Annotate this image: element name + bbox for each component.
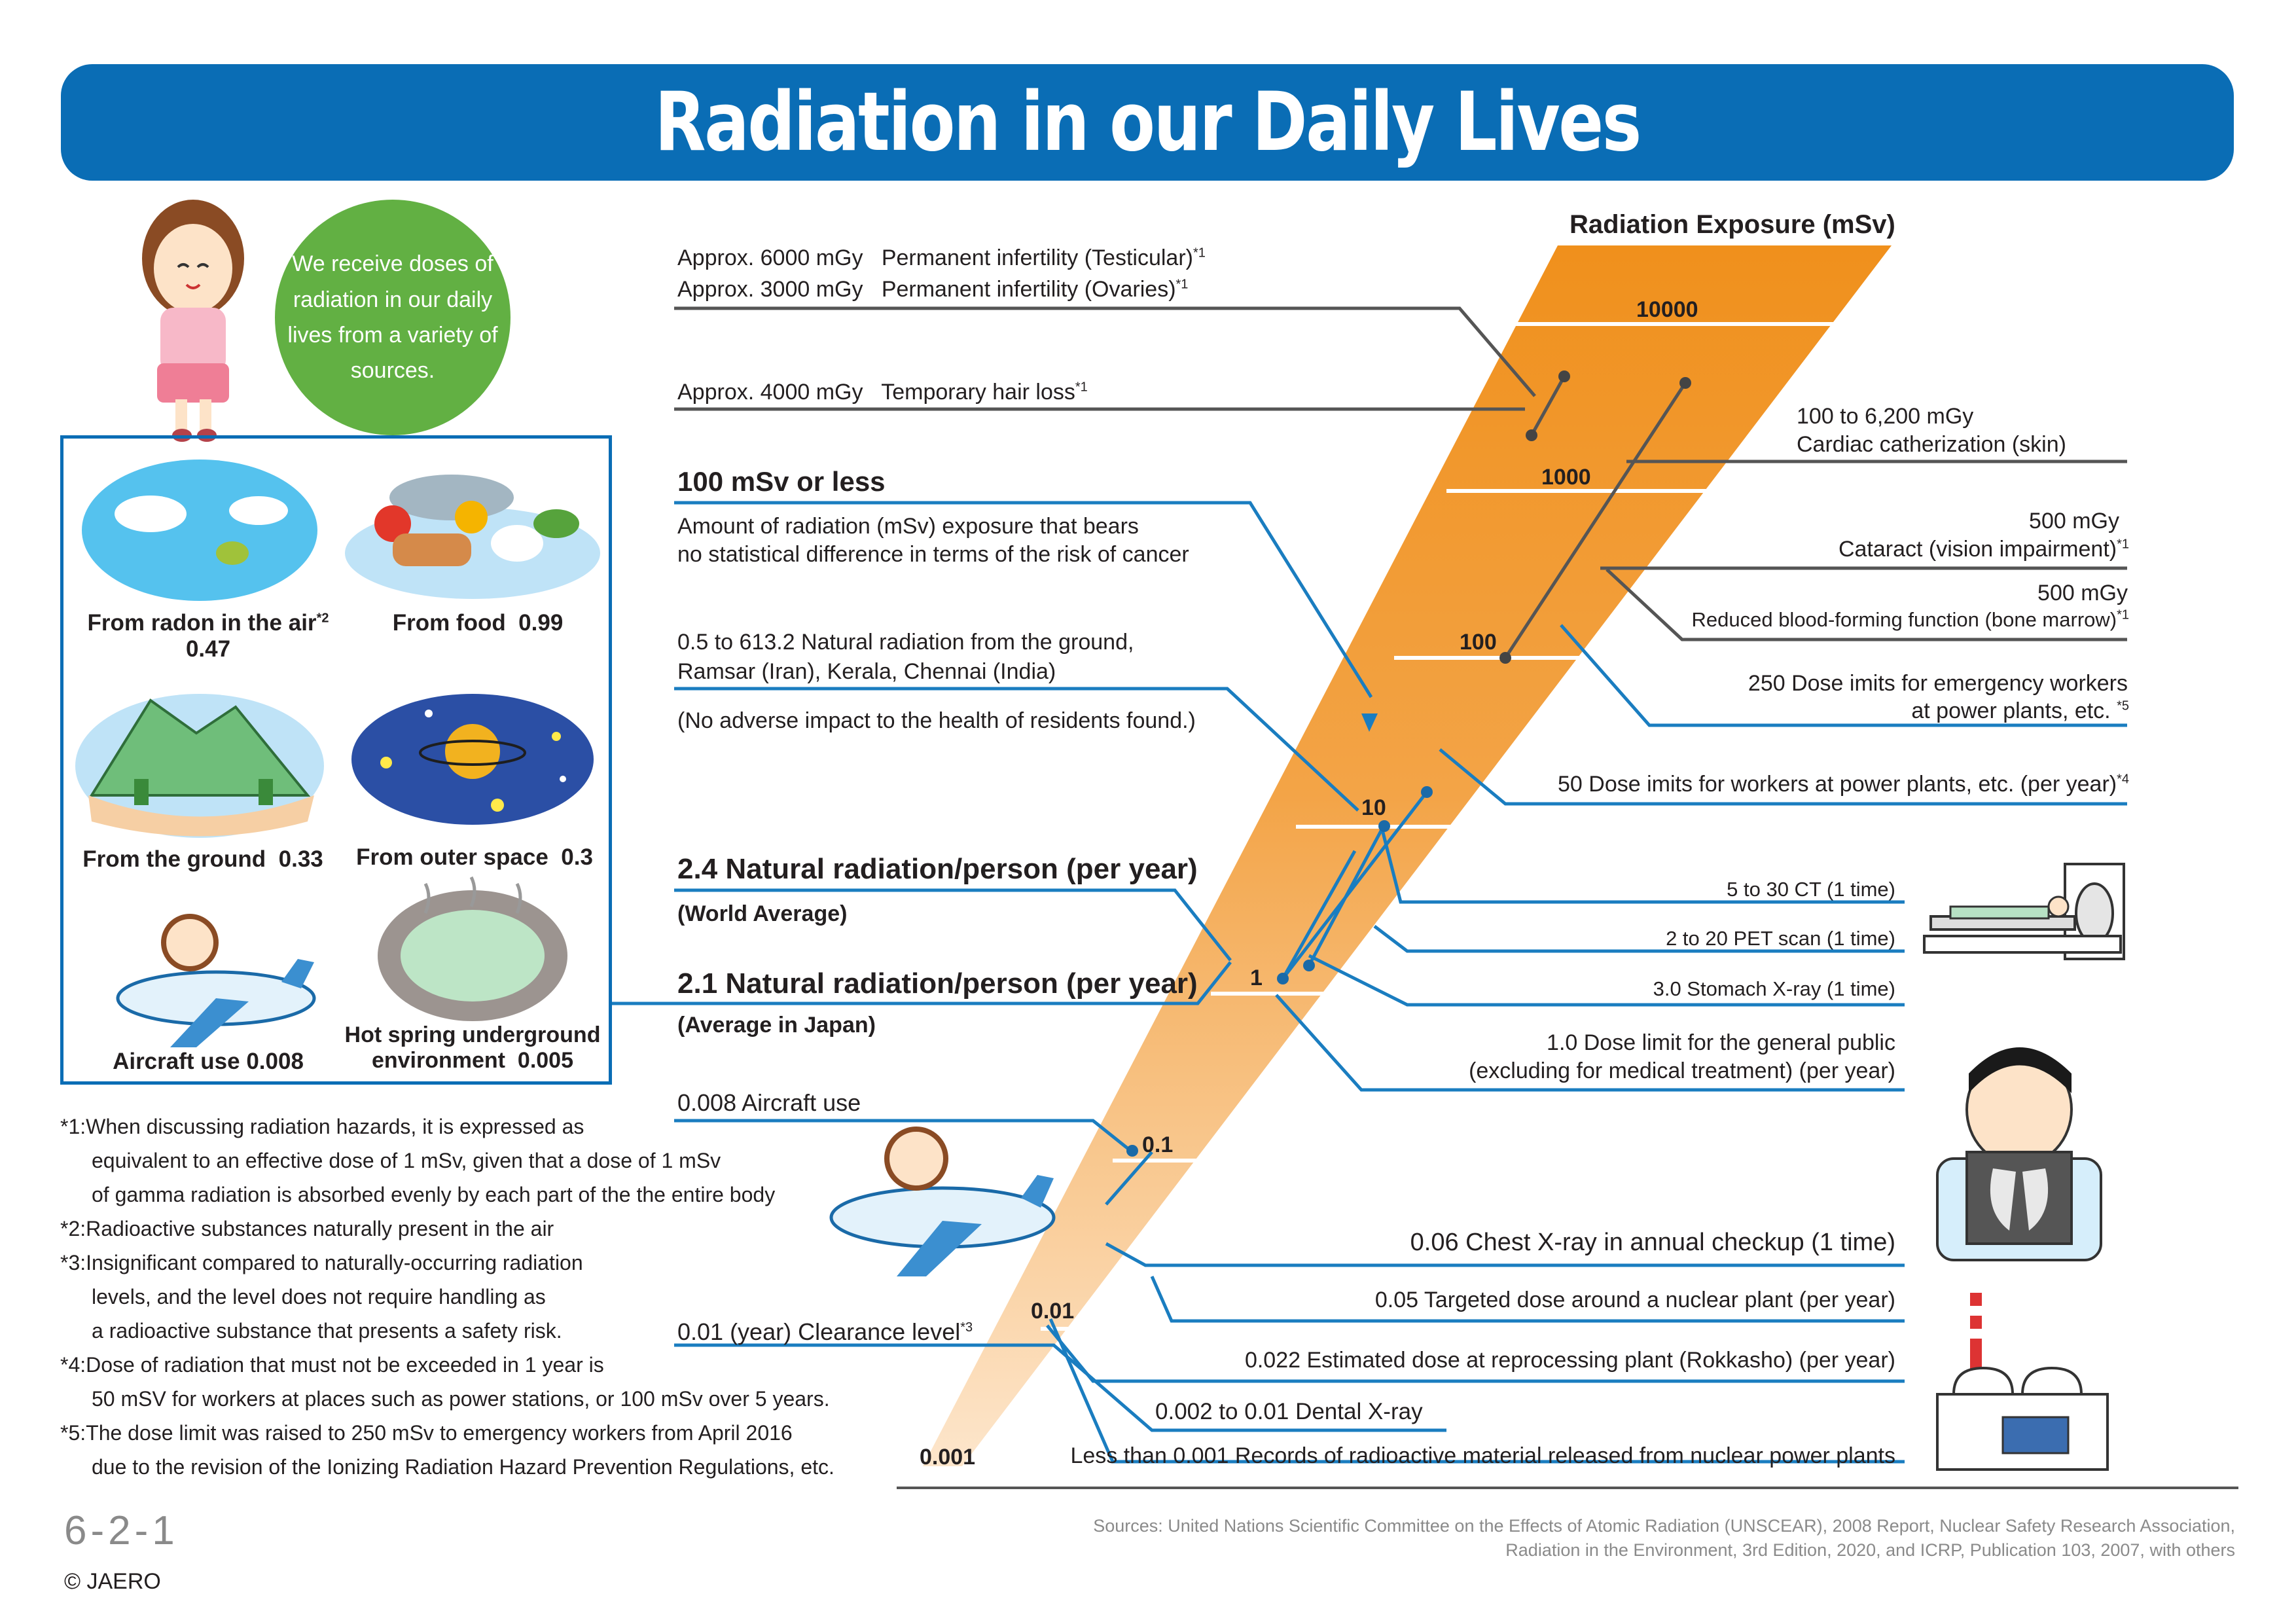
item-public-1: 1.0 Dose limit for the general public [1547, 1030, 1895, 1055]
item-workers: 50 Dose imits for workers at power plants, etc. (per year)$^{*4}$ [1558, 772, 2129, 797]
item-japan-sub: (Average in Japan) [677, 1013, 876, 1038]
footnote-4a: *4:Dose of radiation that must not be exceeded in 1 year is [60, 1353, 604, 1377]
source-space: From outer space 0.3 [356, 844, 593, 870]
footnote-4b: 50 mSV for workers at places such as power stations, or 100 mSv over 5 years. [92, 1387, 830, 1411]
item-emergency-1: 250 Dose imits for emergency workers [1748, 671, 2128, 696]
item-hair-loss: Approx. 4000 mGy Temporary hair loss$^{*1}$ [677, 380, 1088, 405]
item-ovaries: Approx. 3000 mGy Permanent infertility (Ovaries)$^{*1}$ [677, 277, 1189, 302]
item-100msv-line2: no statistical difference in terms of the risk of cancer [677, 542, 1189, 567]
item-records: Less than 0.001 Records of radioactive material released from nuclear power plants [1070, 1443, 1895, 1468]
info-bubble [275, 200, 511, 435]
item-cardiac-1: 100 to 6,200 mGy [1797, 404, 1974, 429]
scale-100: 100 [1460, 630, 1497, 655]
copyright: © JAERO [64, 1569, 161, 1594]
item-marrow-2: Reduced blood-forming function (bone marrow)$^{*1}$ [1691, 607, 2129, 631]
source-radon: From radon in the air$^{*2}$ 0.47 [87, 610, 329, 662]
item-cataract-2: Cataract (vision impairment)$^{*1}$ [1838, 537, 2129, 562]
item-public-2: (excluding for medical treatment) (per year) [1469, 1058, 1895, 1083]
scale-0.001: 0.001 [920, 1445, 976, 1470]
item-cataract-1: 500 mGy [2029, 509, 2119, 533]
item-100msv-title: 100 mSv or less [677, 466, 886, 497]
item-aircraft: 0.008 Aircraft use [677, 1089, 861, 1116]
source-aircraft: Aircraft use 0.008 [113, 1049, 304, 1074]
footnote-1c: of gamma radiation is absorbed evenly by each part of the the entire body [92, 1183, 776, 1206]
footnote-1a: *1:When discussing radiation hazards, it is expressed as [60, 1115, 584, 1138]
scale-0.01: 0.01 [1031, 1299, 1075, 1324]
sources-box [60, 435, 612, 1085]
ct-scanner-illustration [1924, 864, 2124, 959]
footnote-3a: *3:Insignificant compared to naturally-occurring radiation [60, 1251, 583, 1274]
footnote-5a: *5:The dose limit was raised to 250 mSv to emergency workers from April 2016 [60, 1421, 793, 1445]
item-clearance: 0.01 (year) Clearance level$^{*3}$ [677, 1318, 973, 1345]
item-world-title: 2.4 Natural radiation/person (per year) [677, 853, 1198, 885]
girl-illustration [142, 200, 244, 442]
item-ct: 5 to 30 CT (1 time) [1727, 878, 1895, 901]
item-dental: 0.002 to 0.01 Dental X-ray [1155, 1399, 1423, 1424]
sources-line-2: Radiation in the Environment, 3rd Edition, 2020, and ICRP, Publication 103, 2007, with others [1505, 1540, 2235, 1560]
item-ground-line2: Ramsar (Iran), Kerala, Chennai (India) [677, 659, 1056, 684]
footnote-3c: a radioactive substance that presents a safety risk. [92, 1319, 562, 1343]
item-world-sub: (World Average) [677, 901, 848, 926]
item-100msv-line1: Amount of radiation (mSv) exposure that bears [677, 514, 1139, 539]
nuclear-plant-illustration [1937, 1293, 2108, 1470]
item-emergency-2: at power plants, etc. $^{*5}$ [1911, 698, 2129, 723]
scale-1: 1 [1250, 965, 1263, 990]
scale-10: 10 [1361, 795, 1386, 820]
scale-0.1: 0.1 [1142, 1132, 1174, 1157]
scale-10000: 10000 [1636, 297, 1698, 322]
sources-line-1: Sources: United Nations Scientific Committee on the Effects of Atomic Radiation (UNSCEAR), 2008 Report, Nuclear Safety Research Association, [1093, 1516, 2235, 1536]
scale-1000: 1000 [1541, 465, 1591, 490]
bubble-text: We receive doses of radiation in our daily lives from a variety of sources. [287, 251, 498, 384]
source-food: From food 0.99 [392, 610, 564, 636]
footnote-5b: due to the revision of the Ionizing Radiation Hazard Prevention Regulations, etc. [92, 1455, 834, 1479]
item-ground-line1: 0.5 to 613.2 Natural radiation from the ground, [677, 630, 1134, 655]
item-marrow-1: 500 mGy [2037, 581, 2128, 605]
item-stomach: 3.0 Stomach X-ray (1 time) [1653, 977, 1895, 1000]
source-ground: From the ground 0.33 [82, 846, 323, 872]
item-ground-note: (No adverse impact to the health of residents found.) [677, 708, 1196, 733]
item-rokkasho: 0.022 Estimated dose at reprocessing plant (Rokkasho) (per year) [1244, 1348, 1895, 1373]
source-hot-spring: Hot spring underground environment 0.005 [344, 1022, 601, 1074]
item-chest: 0.06 Chest X-ray in annual checkup (1 time) [1410, 1229, 1895, 1256]
page-code: 6-2-1 [64, 1508, 179, 1553]
airplane-illustration [831, 1129, 1054, 1276]
item-japan-title: 2.1 Natural radiation/person (per year) [677, 967, 1198, 1000]
footnote-1b: equivalent to an effective dose of 1 mSv, given that a dose of 1 mSv [92, 1149, 721, 1172]
item-pet: 2 to 20 PET scan (1 time) [1666, 927, 1895, 950]
item-cardiac-2: Cardiac catherization (skin) [1797, 432, 2066, 457]
page-title: Radiation in our Daily Lives [655, 75, 1640, 170]
exposure-heading: Radiation Exposure (mSv) [1570, 210, 1895, 239]
item-nuclear: 0.05 Targeted dose around a nuclear plant (per year) [1374, 1288, 1895, 1312]
xray-person-illustration [1937, 1047, 2101, 1260]
footnote-3b: levels, and the level does not require handling as [92, 1285, 546, 1308]
footnote-2: *2:Radioactive substances naturally present in the air [60, 1217, 554, 1240]
item-testicular: Approx. 6000 mGy Permanent infertility (Testicular)$^{*1}$ [677, 245, 1206, 270]
